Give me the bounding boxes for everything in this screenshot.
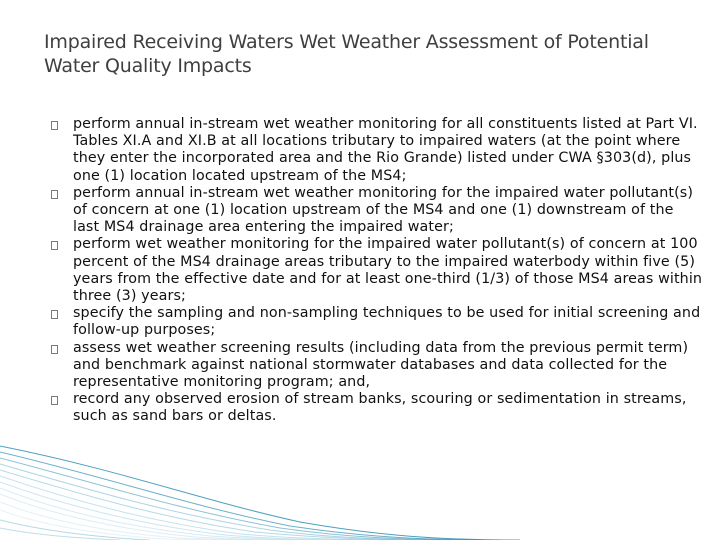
square-outline-icon <box>51 396 58 405</box>
bullet-text: record any observed erosion of stream banks, scouring or sedimentation in streams, such as sand bars or deltas. <box>73 391 687 425</box>
wave-line <box>0 494 360 540</box>
wave-line <box>0 488 380 540</box>
square-outline-icon <box>51 121 58 130</box>
bullet-text: assess wet weather screening results (including data from the previous permit term) and benchmark against national stormwater databases and data collected for the representative monitoring program; and, <box>73 339 689 391</box>
square-outline-icon <box>51 310 58 319</box>
bullet-text: perform annual in-stream wet weather monitoring for all constituents listed at Part VI. Tables XI.A and XI.B at all locations tributary to impaired waters (at the point where they enter the incorporated area and the Rio Grande) listed under CWA §303(d), plus one (1) location located upstream of the MS4; <box>73 116 698 184</box>
bullet-text: specify the sampling and non-sampling techniques to be used for initial screening and follow-up purposes; <box>73 305 701 339</box>
wave-decoration <box>0 430 720 540</box>
bullet-list <box>44 116 704 426</box>
wave-line <box>0 470 440 540</box>
bullet-text: perform wet weather monitoring for the impaired water pollutant(s) of concern at 100 percent of the MS4 drainage areas tributary to the impaired waterbody within five (5) years from the effective date and for at least one-third (1/3) of those MS4 areas within three (3) years; <box>73 236 703 305</box>
square-outline-icon <box>51 345 58 354</box>
bullet-item <box>44 236 704 305</box>
bullet-text: perform annual in-stream wet weather monitoring for the impaired water pollutant(s) of concern at one (1) location upstream of the MS4 and one (1) downstream of the last MS4 drainage area entering the impaired water; <box>73 184 693 236</box>
square-outline-icon <box>51 190 58 199</box>
bullet-item <box>44 391 704 425</box>
bullet-item <box>44 305 704 339</box>
bullet-item <box>44 340 704 392</box>
bullet-item <box>44 116 704 185</box>
bullet-item <box>44 185 704 237</box>
square-outline-icon <box>51 241 58 250</box>
wave-line <box>0 528 120 540</box>
slide-title: Impaired Receiving Waters Wet Weather Assessment of Potential Water Quality Impacts <box>44 31 649 77</box>
